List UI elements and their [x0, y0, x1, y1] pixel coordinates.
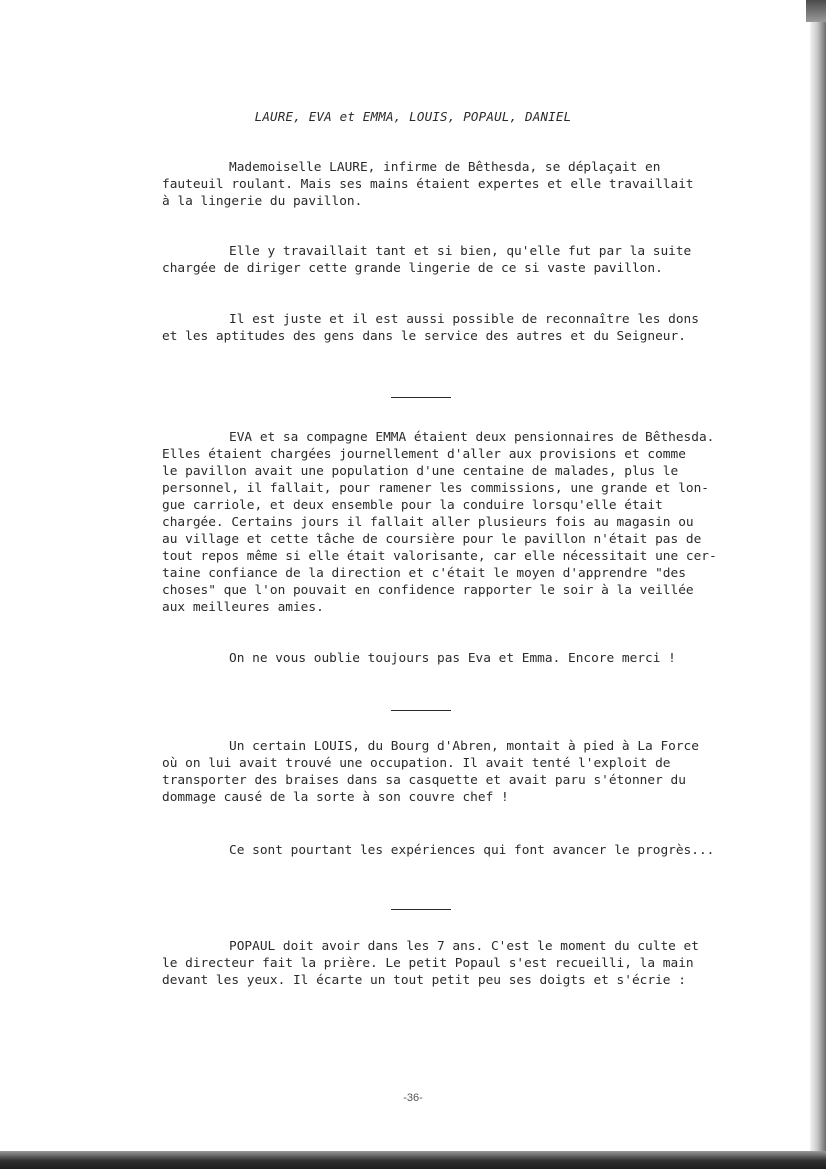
paragraph-progres: Ce sont pourtant les expériences qui font avancer le progrès...	[229, 843, 715, 858]
paragraph-popaul: POPAUL doit avoir dans les 7 ans. C'est le moment du culte et le directeur fait la prière. Le petit Popaul s'est recueilli, la main devant les yeux. Il écarte un tout petit peu ses doigts et s'écrie :	[162, 939, 699, 988]
scan-right-edge-shadow	[810, 0, 826, 1169]
scan-corner-shadow	[806, 0, 826, 22]
page-title: LAURE, EVA et EMMA, LOUIS, POPAUL, DANIEL	[254, 109, 572, 124]
paragraph-laure: Mademoiselle LAURE, infirme de Bêthesda, se déplaçait en fauteuil roulant. Mais ses mains étaient expertes et elle travaillait à la lingerie du pavillon.	[162, 160, 694, 209]
section-divider	[391, 397, 451, 398]
section-divider	[391, 710, 451, 711]
paragraph-aptitudes: Il est juste et il est aussi possible de reconnaître les dons et les aptitudes des gens dans le service des autres et du Seigneur.	[162, 312, 699, 344]
paragraph-thanks: On ne vous oublie toujours pas Eva et Emma. Encore merci !	[229, 651, 676, 666]
page-number: -36-	[403, 1092, 423, 1104]
paragraph-louis: Un certain LOUIS, du Bourg d'Abren, montait à pied à La Force où on lui avait trouvé une occupation. Il avait tenté l'exploit de transporter des braises dans sa casquette et avait paru s'étonner du dommage causé de la sorte à son couvre chef !	[162, 739, 699, 805]
section-divider	[391, 909, 451, 910]
scan-bottom-edge-shadow	[0, 1151, 826, 1169]
paragraph-eva-emma: EVA et sa compagne EMMA étaient deux pensionnaires de Bêthesda. Elles étaient chargées journellement d'aller aux provisions et comme le pavillon avait une population d'une centaine de malades, plus le personnel, il fallait, pour ramener les commissions, une grande et lon- gue carriole, et deux ensemble pour la conduire lorsqu'elle était chargée. Certains jours il fallait aller plusieurs fois au magasin ou au village et cette tâche de coursière pour le pavillon n'était pas de tout repos même si elle était valorisante, car elle nécessitait une cer- taine confiance de la direction et c'était le moyen d'apprendre "des choses" que l'on pouvait en confidence rapporter le soir à la veillée aux meilleures amies.	[162, 430, 717, 615]
paragraph-lingerie: Elle y travaillait tant et si bien, qu'elle fut par la suite chargée de diriger cette grande lingerie de ce si vaste pavillon.	[162, 244, 692, 276]
